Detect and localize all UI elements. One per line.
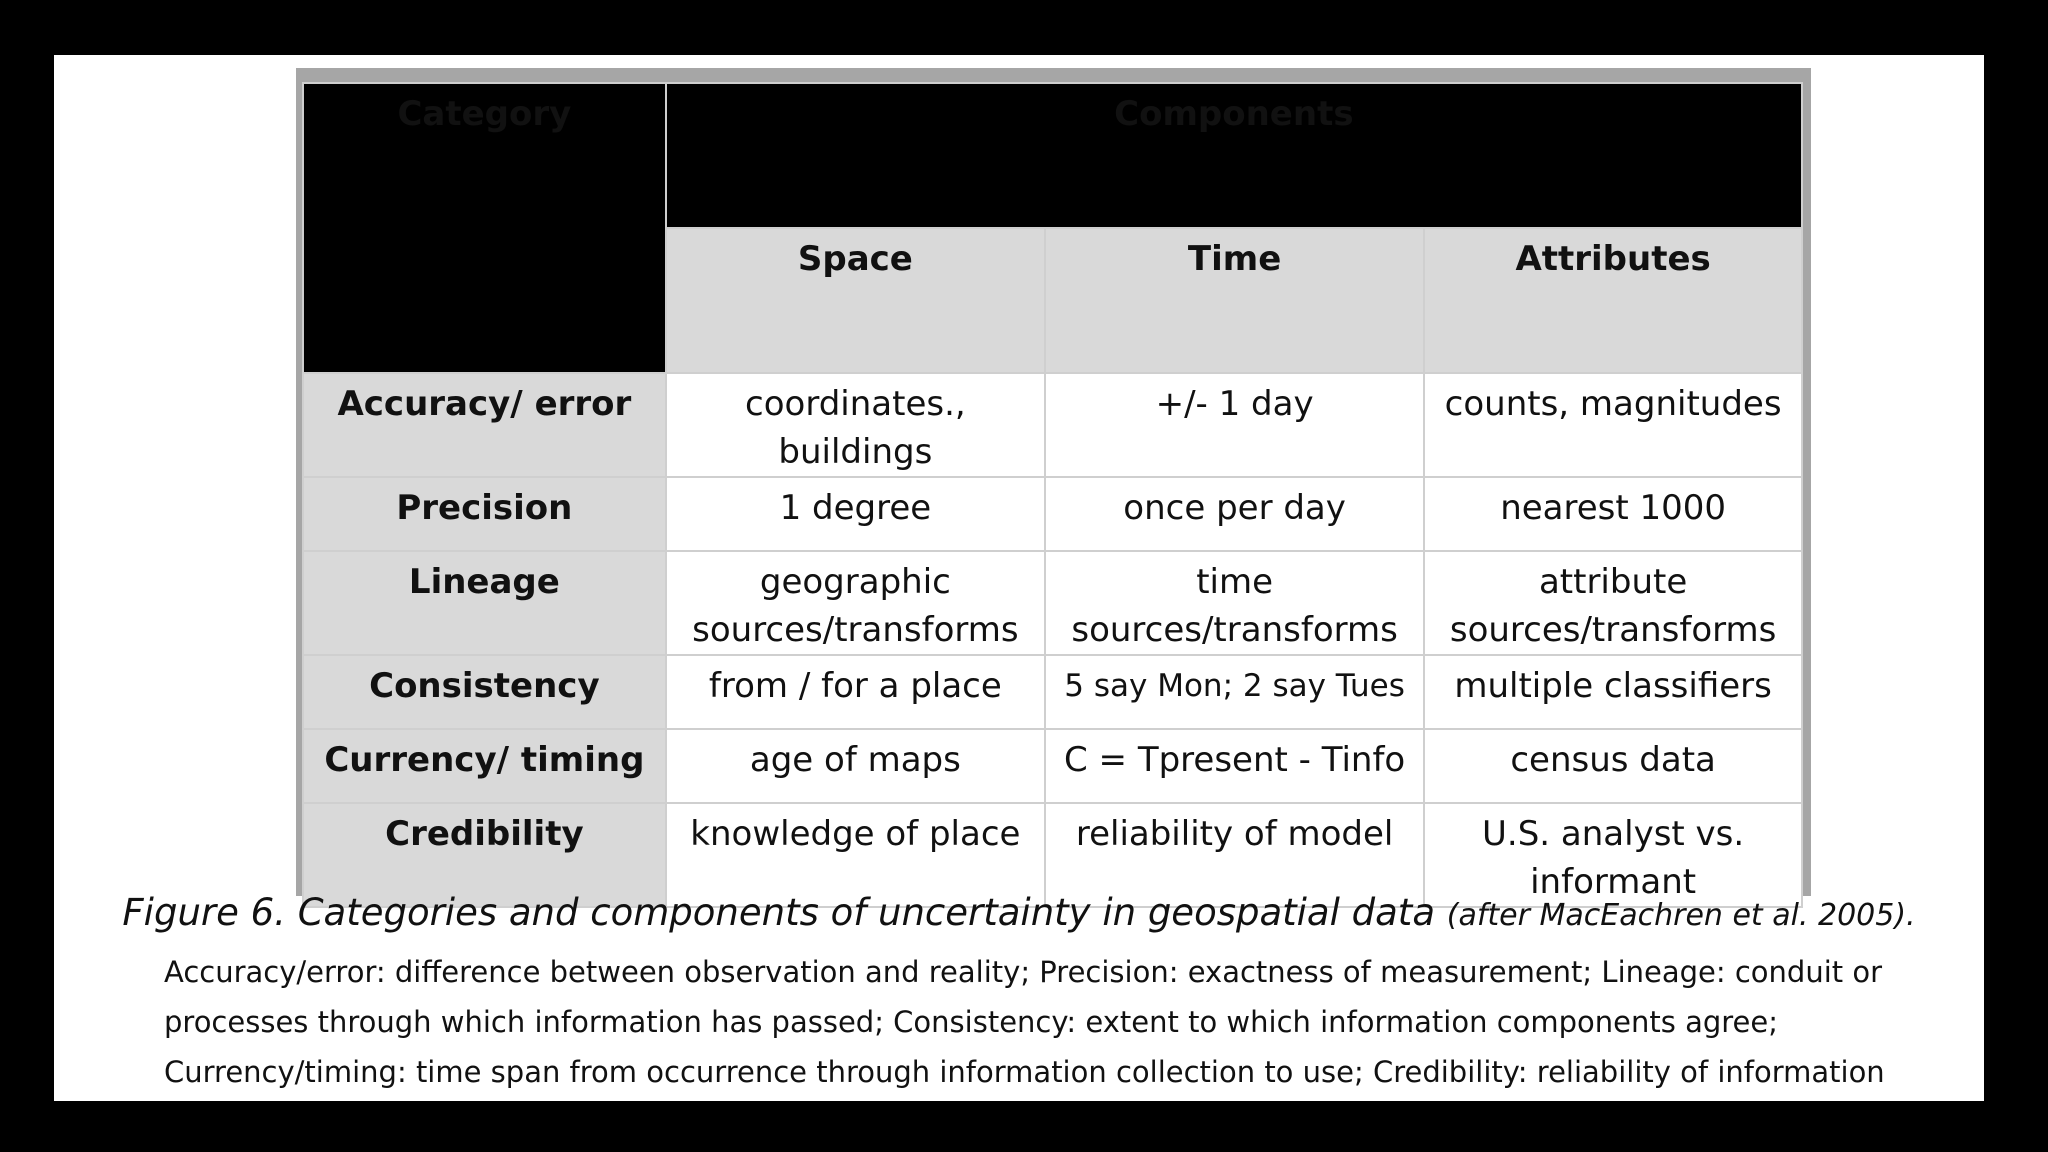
row-label-precision: Precision xyxy=(303,477,666,551)
table-cell: geographic sources/transforms xyxy=(666,551,1045,655)
uncertainty-table xyxy=(302,82,1803,908)
table-cell: C = Tpresent - Tinfo xyxy=(1045,729,1424,803)
table-row xyxy=(303,655,1802,729)
table-cell: knowledge of place xyxy=(666,803,1045,907)
figure-caption xyxy=(54,891,1984,934)
table-row xyxy=(303,551,1802,655)
table-row xyxy=(303,729,1802,803)
uncertainty-table-frame xyxy=(296,68,1811,902)
table-row xyxy=(303,477,1802,551)
table-cell: from / for a place xyxy=(666,655,1045,729)
table-cell: time sources/transforms xyxy=(1045,551,1424,655)
column-header-attributes: Attributes xyxy=(1424,228,1802,373)
row-label-lineage: Lineage xyxy=(303,551,666,655)
row-label-accuracy: Accuracy/ error xyxy=(303,373,666,477)
column-header-space: Space xyxy=(666,228,1045,373)
table-cell: nearest 1000 xyxy=(1424,477,1802,551)
row-label-consistency: Consistency xyxy=(303,655,666,729)
row-label-credibility: Credibility xyxy=(303,803,666,907)
category-header: Category xyxy=(303,83,666,373)
table-cell: multiple classifiers xyxy=(1424,655,1802,729)
caption-source: (after MacEachren et al. 2005). xyxy=(1446,898,1916,933)
caption-title: Figure 6. Categories and components of uncertainty in geospatial data xyxy=(122,891,1435,934)
table-cell: attribute sources/transforms xyxy=(1424,551,1802,655)
slide xyxy=(54,55,1984,1101)
table-cell: U.S. analyst vs. informant xyxy=(1424,803,1802,907)
table-cell: census data xyxy=(1424,729,1802,803)
table-cell: once per day xyxy=(1045,477,1424,551)
definitions-text: Accuracy/error: difference between observation and reality; Precision: exactness of measurement; Lineage: conduit or processes through which information has passed; Consistency: extent to which information components agree; Currency/timing: time span from occurrence through information collection to use; Credibility: reliability of information xyxy=(164,955,1885,1089)
table-cell: age of maps xyxy=(666,729,1045,803)
table-cell: counts, magnitudes xyxy=(1424,373,1802,477)
table-row xyxy=(303,373,1802,477)
components-header: Components xyxy=(666,83,1802,228)
table-cell: +/- 1 day xyxy=(1045,373,1424,477)
table-cell: 1 degree xyxy=(666,477,1045,551)
column-header-time: Time xyxy=(1045,228,1424,373)
row-label-currency: Currency/ timing xyxy=(303,729,666,803)
table-cell: reliability of model xyxy=(1045,803,1424,907)
table-cell: coordinates., buildings xyxy=(666,373,1045,477)
table-cell: 5 say Mon; 2 say Tues xyxy=(1045,655,1424,729)
